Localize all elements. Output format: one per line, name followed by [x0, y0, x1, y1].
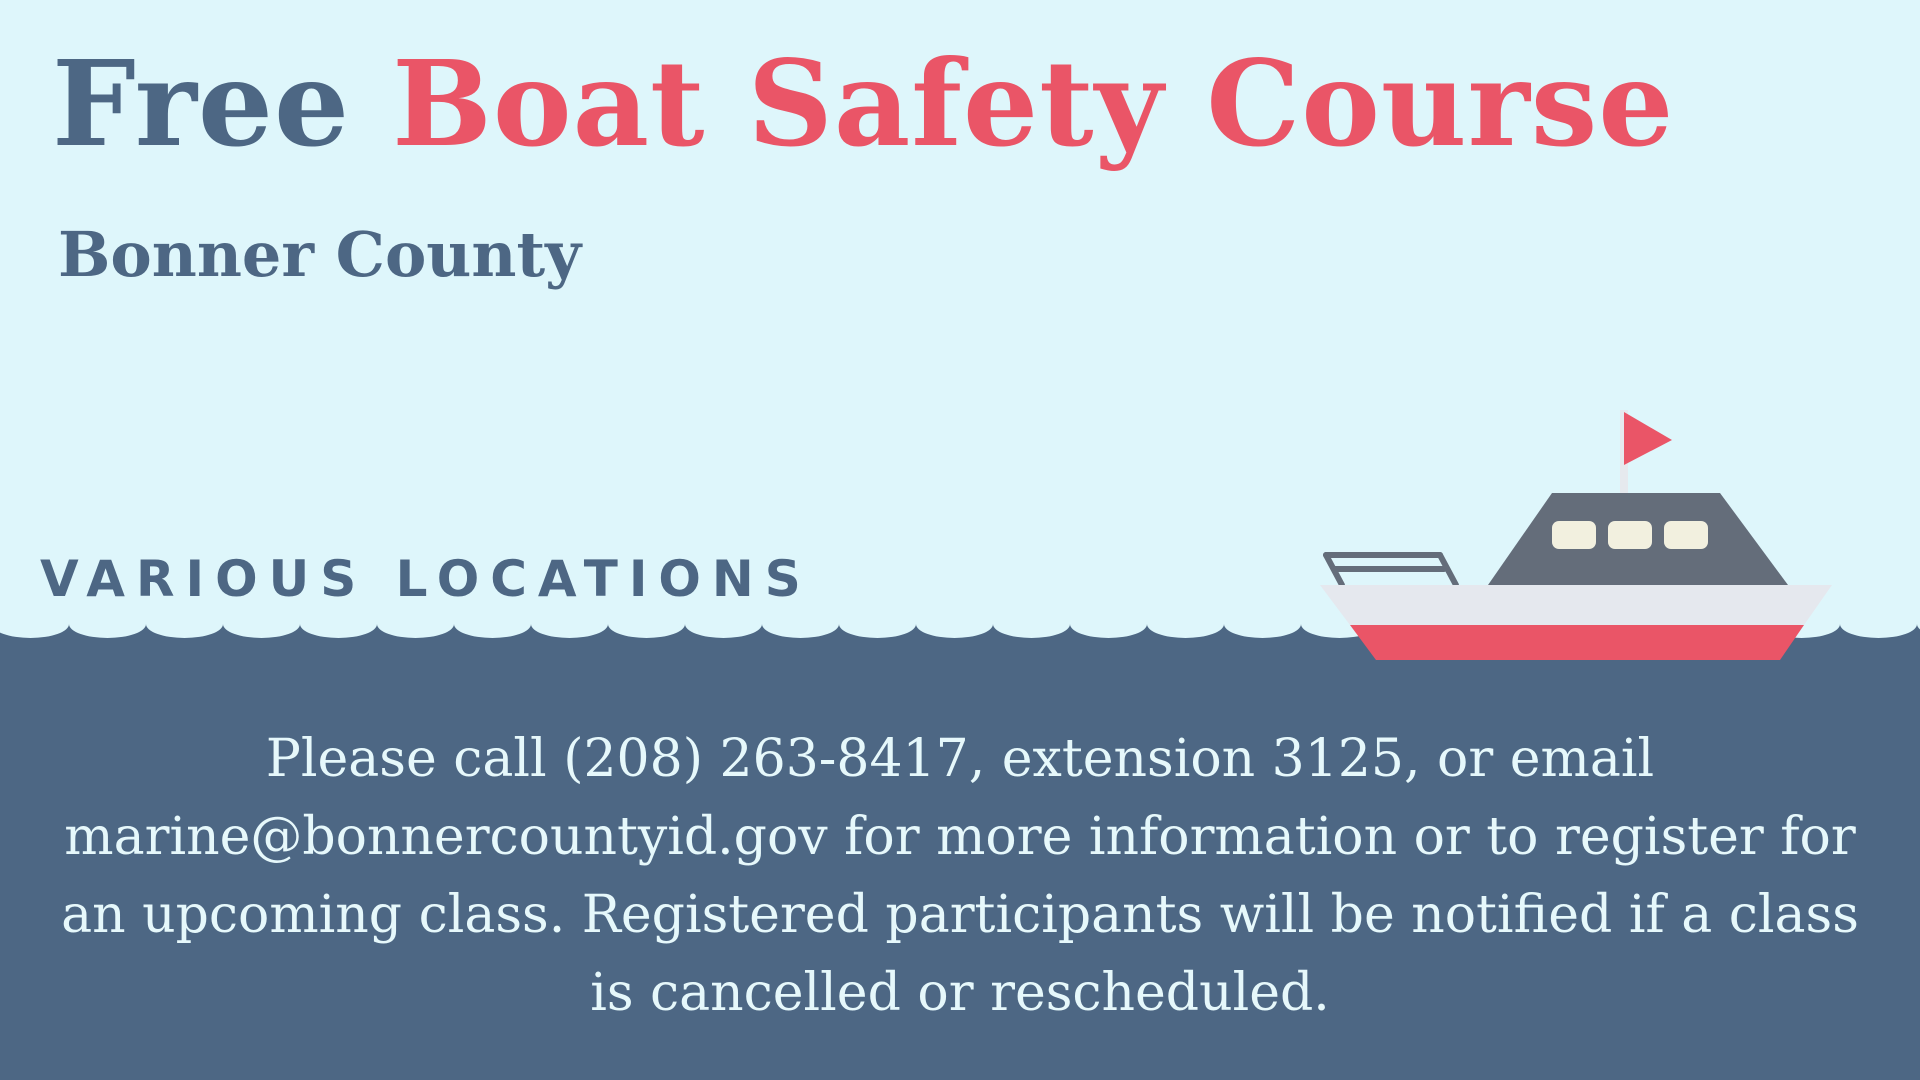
contact-info-text: Please call (208) 263-8417, extension 3125, or email marine@bonnercountyid.gov for more information or to register for an upcoming class. Registered participants will be notified if a class is cancelled or rescheduled.: [61, 729, 1859, 1023]
title-accent-text: Boat Safety Course: [392, 34, 1675, 173]
boat-hull-icon: [1320, 585, 1832, 660]
boat-cabin-icon: [1488, 493, 1788, 585]
title-word-free: Free: [52, 34, 351, 173]
boat-icon: [1320, 405, 1840, 675]
locations-label: VARIOUS LOCATIONS: [40, 550, 812, 608]
boat-flag-icon: [1620, 410, 1672, 500]
subtitle-county: Bonner County: [58, 218, 582, 291]
page-title: [52, 34, 1675, 173]
boat-railing-icon: [1326, 555, 1456, 585]
